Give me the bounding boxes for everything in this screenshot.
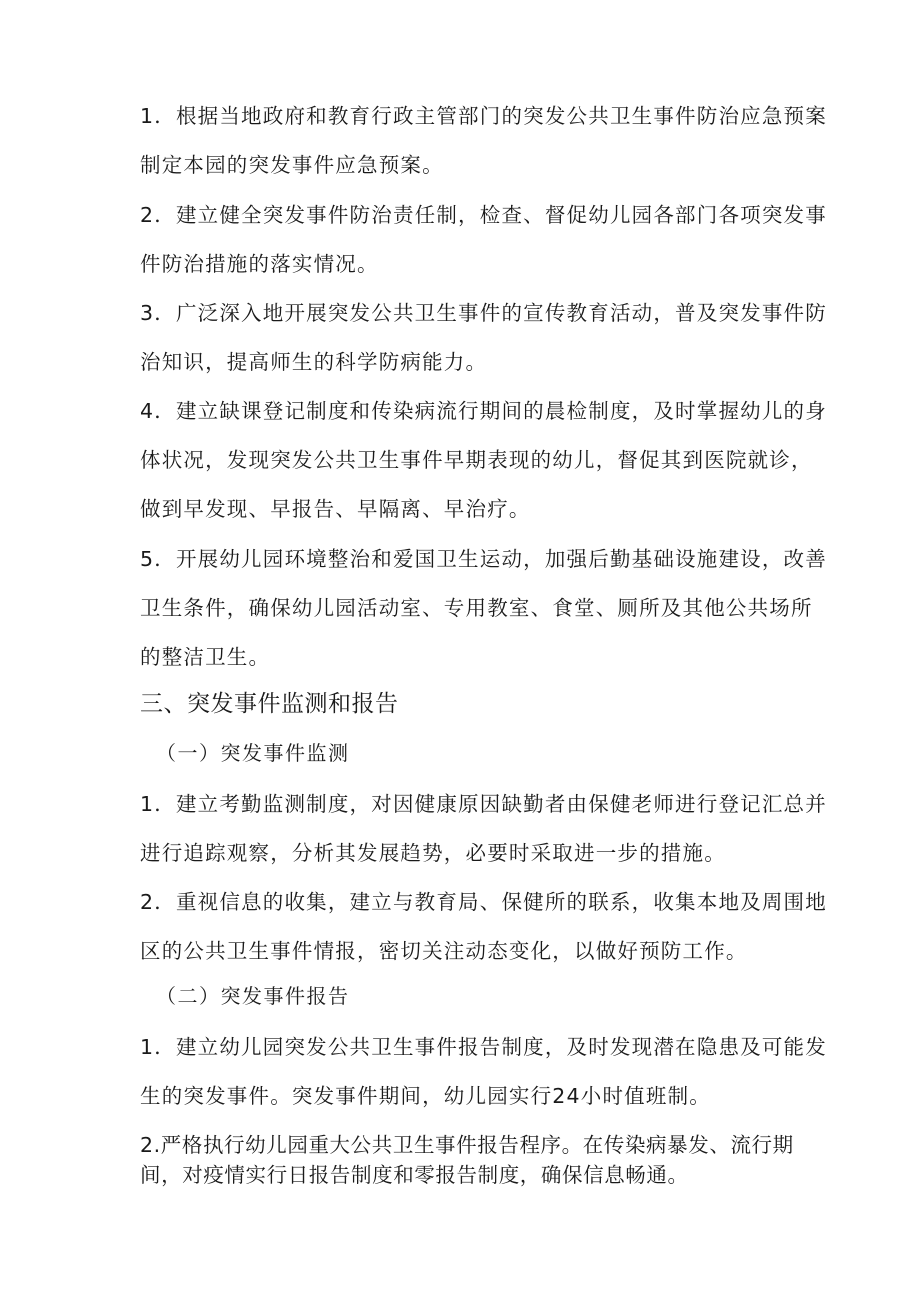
subsection-2-title: （二）突发事件报告 — [156, 984, 350, 1008]
section-3-title: 三、突发事件监测和报告 — [140, 691, 399, 717]
sub2-paragraph-2: 2.严格执行幼儿园重大公共卫生事件报告程序。在传染病暴发、流行期间，对疫情实行日报告制度和零报告制度，确保信息畅通。 — [140, 1133, 794, 1187]
sub1-paragraph-1: 1．建立考勤监测制度，对因健康原因缺勤者由保健老师进行登记汇总并进行追踪观察，分析其发展趋势，必要时采取进一步的措施。 — [140, 792, 827, 865]
paragraph-2-2: 2．建立健全突发事件防治责任制，检查、督促幼儿园各部门各项突发事件防治措施的落实情况。 — [140, 203, 827, 276]
paragraph-2-5: 5．开展幼儿园环境整治和爱国卫生运动，加强后勤基础设施建设，改善卫生条件，确保幼儿园活动室、专用教室、食堂、厕所及其他公共场所的整洁卫生。 — [140, 547, 827, 669]
paragraph-2-3: 3．广泛深入地开展突发公共卫生事件的宣传教育活动，普及突发事件防治知识，提高师生的科学防病能力。 — [140, 301, 827, 374]
sub1-paragraph-2: 2．重视信息的收集，建立与教育局、保健所的联系，收集本地及周围地区的公共卫生事件情报，密切关注动态变化，以做好预防工作。 — [140, 890, 827, 963]
paragraph-2-4: 4．建立缺课登记制度和传染病流行期间的晨检制度，及时掌握幼儿的身体状况，发现突发公共卫生事件早期表现的幼儿，督促其到医院就诊，做到早发现、早报告、早隔离、早治疗。 — [140, 399, 827, 521]
subsection-1-title: （一）突发事件监测 — [156, 741, 350, 765]
sub2-paragraph-1: 1．建立幼儿园突发公共卫生事件报告制度，及时发现潜在隐患及可能发生的突发事件。突发事件期间，幼儿园实行24小时值班制。 — [140, 1035, 827, 1108]
paragraph-2-1: 1．根据当地政府和教育行政主管部门的突发公共卫生事件防治应急预案制定本园的突发事件应急预案。 — [140, 104, 827, 177]
